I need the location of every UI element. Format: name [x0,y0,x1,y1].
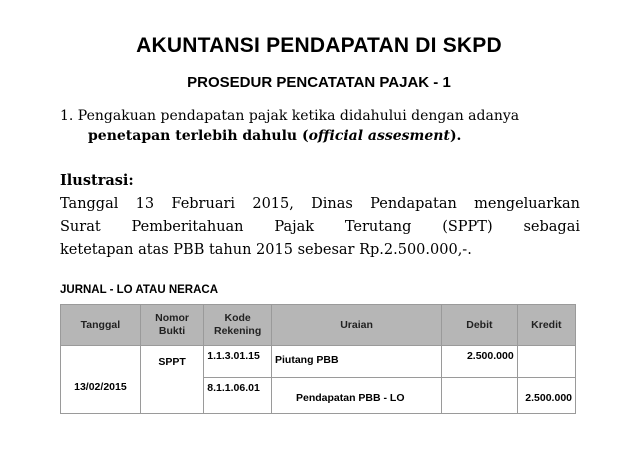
cell-kredit: 2.500.000 [517,378,575,414]
header-kode-rekening [204,305,272,346]
header-nomor-bukti [140,305,203,346]
journal-label: JURNAL - LO ATAU NERACA [60,284,219,296]
illustration-paragraph [60,193,580,262]
point-1 [60,106,580,146]
point-1-line-1: 1. Pengakuan pendapatan pajak ketika didahului dengan adanya [60,108,520,124]
illustration-line-3: ketetapan atas PBB tahun 2015 sebesar Rp.2.500.000,-. [60,242,472,258]
header-bukti-line-1: Nomor [155,312,189,324]
point-1-post: ). [449,128,462,144]
cell-uraian: Piutang PBB [272,346,442,378]
point-1-pre: penetapan terlebih dahulu ( [88,128,309,144]
cell-debit [442,378,518,414]
cell-date: 13/02/2015 [61,346,141,414]
illustration-label: Ilustrasi: [60,172,134,189]
cell-kode: 8.1.1.06.01 [204,378,272,414]
header-kredit: Kredit [517,305,575,346]
slide-subtitle: PROSEDUR PENCATATAN PAJAK - 1 [187,74,451,91]
slide-title: AKUNTANSI PENDAPATAN DI SKPD [136,34,502,57]
cell-kode: 1.1.3.01.15 [204,346,272,378]
cell-debit: 2.500.000 [442,346,518,378]
cell-uraian: Pendapatan PBB - LO [272,378,442,414]
illustration-line-2: Surat Pemberitahuan Pajak Terutang (SPPT) sebagai [60,219,580,235]
header-debit: Debit [442,305,518,346]
cell-kredit [517,346,575,378]
header-kode-line-2: Rekening [214,325,262,337]
cell-bukti: SPPT [140,346,203,414]
illustration-line-1: Tanggal 13 Februari 2015, Dinas Pendapatan mengeluarkan [60,196,580,212]
point-1-line-2 [60,126,580,146]
header-tanggal: Tanggal [61,305,141,346]
header-uraian: Uraian [272,305,442,346]
journal-header-row [61,305,576,346]
journal-table [60,304,576,414]
point-1-italic: official assesment [308,128,450,144]
table-row [61,346,576,378]
header-bukti-line-2: Bukti [158,325,186,337]
header-kode-line-1: Kode [224,312,251,324]
